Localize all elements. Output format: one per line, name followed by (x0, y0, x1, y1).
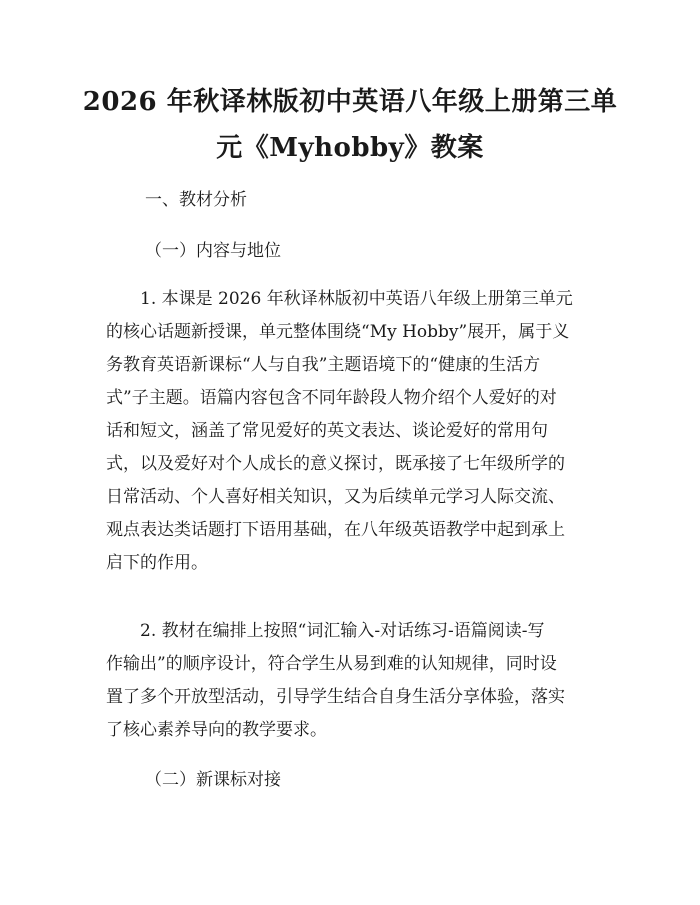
paragraph-2-line: 置了多个开放型活动，引导学生结合自身生活分享体验，落实 (106, 687, 565, 707)
subsection-heading-content-position: （一）内容与地位 (145, 241, 281, 261)
section-heading-textbook-analysis: 一、教材分析 (145, 190, 247, 210)
paragraph-1-line: 话和短文，涵盖了常见爱好的英文表达、谈论爱好的常用句 (106, 421, 548, 441)
paragraph-1-line: 式，以及爱好对个人成长的意义探讨，既承接了七年级所学的 (106, 454, 565, 474)
paragraph-1-line: 务教育英语新课标“人与自我”主题语境下的“健康的生活方 (106, 355, 541, 375)
paragraph-1-line: 的核心话题新授课，单元整体围绕“My Hobby”展开，属于义 (106, 322, 570, 342)
paragraph-2-line: 作输出”的顺序设计，符合学生从易到难的认知规律，同时设 (106, 654, 557, 674)
paragraph-1-line: 式”子主题。语篇内容包含不同年龄段人物介绍个人爱好的对 (106, 388, 557, 408)
paragraph-1-line: 启下的作用。 (106, 553, 208, 573)
paragraph-1-line: 1. 本课是 2026 年秋译林版初中英语八年级上册第三单元 (140, 289, 573, 309)
paragraph-2-line: 2. 教材在编排上按照“词汇输入-对话练习-语篇阅读-写 (140, 621, 545, 641)
paragraph-1-line: 日常活动、个人喜好相关知识，又为后续单元学习人际交流、 (106, 487, 565, 507)
paragraph-2-line: 了核心素养导向的教学要求。 (106, 720, 327, 740)
document-title-line-2: 元《Myhobby》教案 (216, 133, 484, 163)
subsection-heading-curriculum-alignment: （二）新课标对接 (145, 770, 281, 790)
paragraph-1-line: 观点表达类话题打下语用基础，在八年级英语教学中起到承上 (106, 520, 565, 540)
document-title-line-1: 2026 年秋译林版初中英语八年级上册第三单 (82, 87, 618, 117)
